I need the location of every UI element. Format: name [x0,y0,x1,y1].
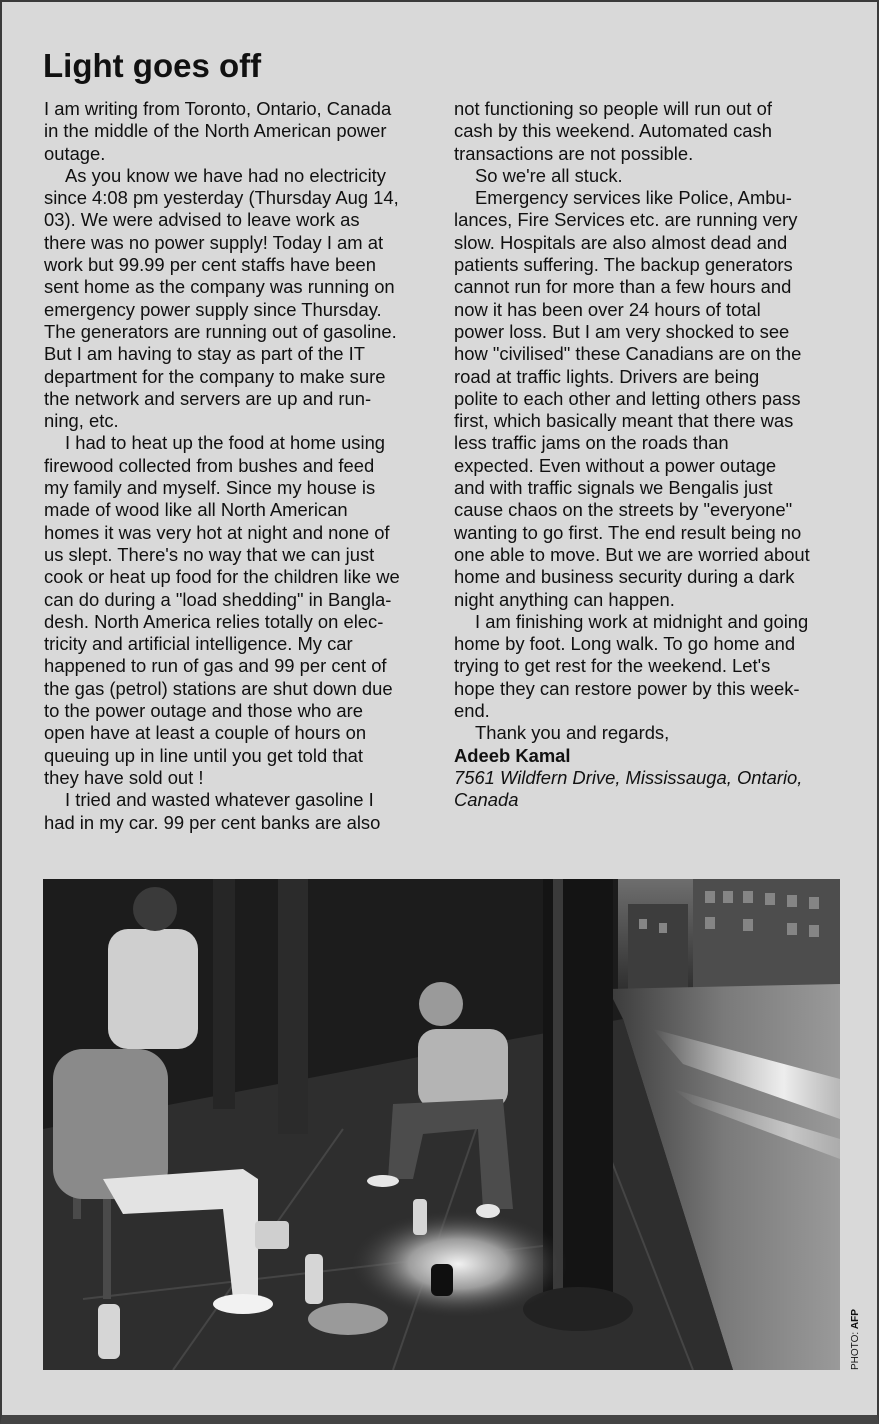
text-line: how "civilised" these Canadians are on the [454,343,802,365]
text-line: one able to move. But we are worried about [454,543,810,565]
text-line: homes it was very hot at night and none of [44,521,390,543]
text-line: home by foot. Long walk. To go home and [454,633,796,655]
text-line: they have sold out ! [44,766,204,788]
text-line: outage. [44,142,106,164]
text-line: slow. Hospitals are also almost dead and [454,231,788,253]
photo-credit [850,1309,862,1370]
text-line: As you know we have had no electricity [65,164,386,186]
text-line: desh. North America relies totally on elec- [44,610,384,632]
text-line: not functioning so people will run out of [454,98,772,119]
text-line: department for the company to make sure [44,365,386,387]
text-line: I am writing from Toronto, Ontario, Canada [44,98,392,119]
street-photo [43,879,840,1370]
text-line: I am finishing work at midnight and going [475,610,809,632]
text-line: end. [454,700,490,722]
text-line: now it has been over 24 hours of total [454,298,761,320]
text-line: since 4:08 pm yesterday (Thursday Aug 14, [44,187,399,209]
signature-address: 7561 Wildfern Drive, Mississauga, Ontario, [454,766,803,788]
text-line: power loss. But I am very shocked to see [454,320,790,342]
text-line: So we're all stuck. [475,164,623,186]
text-line: polite to each other and letting others pass [454,387,801,409]
lantern-glow [348,1209,568,1319]
text-line: my family and myself. Since my house is [44,477,376,499]
text-line: I tried and wasted whatever gasoline I [65,789,374,811]
radio [255,1221,289,1249]
text-line: patients suffering. The backup generators [454,254,793,276]
text-line: cook or heat up food for the children like we [44,566,400,588]
text-line: firewood collected from bushes and feed [44,454,375,476]
text-line: made of wood like all North American [44,499,348,521]
tree-trunk [278,879,308,1134]
text-line: happened to run of gas and 99 per cent of [44,655,387,677]
text-line: cannot run for more than a few hours and [454,276,792,298]
text-line: to the power outage and those who are [44,700,363,722]
text-line: home and business security during a dark [454,566,795,588]
text-line: first, which basically meant that there was [454,410,794,432]
text-line: and with traffic signals we Bengalis just [454,477,773,499]
text-line: sent home as the company was running on [44,276,395,298]
text-line: 03). We were advised to leave work as [44,209,360,231]
text-line: road at traffic lights. Drivers are being [454,365,760,387]
text-line: cash by this weekend. Automated cash [454,120,772,142]
body-column-left [44,98,442,834]
text-line: the network and servers are up and run- [44,387,372,409]
text-line: I had to heat up the food at home using [65,432,386,454]
text-line: But I am having to stay as part of the IT [44,343,365,365]
text-line: expected. Even without a power outage [454,454,777,476]
text-line: Emergency services like Police, Ambu- [475,187,792,209]
text-line: lances, Fire Services etc. are running very [454,209,798,231]
text-line: trying to get rest for the weekend. Let's [454,655,771,677]
photo-illustration [43,879,840,1370]
text-line: can do during a "load shedding" in Bangla- [44,588,392,610]
text-line: there was no power supply! Today I am at [44,231,384,253]
text-line: us slept. There's no way that we can just [44,543,375,565]
text-line: night anything can happen. [454,588,675,610]
building [628,904,688,989]
text-line: wanting to go first. The end result being no [454,521,802,543]
text-line: transactions are not possible. [454,142,694,164]
text-line: emergency power supply since Thursday. [44,298,382,320]
text-line: queuing up in line until you get told that [44,744,364,766]
text-line: the gas (petrol) stations are shut down due [44,677,393,699]
text-line: Thank you and regards, [475,722,670,744]
text-line: had in my car. 99 per cent banks are also [44,811,381,833]
plastic-bag [308,1303,388,1335]
photo-credit-agency: AFP [850,1309,861,1330]
photo-credit-prefix: PHOTO: [850,1329,861,1370]
headline: Light goes off [43,47,262,84]
signature-name: Adeeb Kamal [454,744,571,766]
text-line: hope they can restore power by this week- [454,677,800,699]
text-line: open have at least a couple of hours on [44,722,367,744]
tree-trunk [213,879,235,1109]
text-line: less traffic jams on the roads than [454,432,729,454]
lantern [431,1264,453,1296]
text-line: tricity and artificial intelligence. My car [44,633,353,655]
text-line: in the middle of the North American power [44,120,387,142]
text-line: work but 99.99 per cent staffs have been [44,254,376,276]
text-line: ning, etc. [44,410,119,432]
signature-address: Canada [454,789,519,811]
body-column-right [454,98,854,812]
text-line: The generators are running out of gasoline. [44,320,397,342]
text-line: cause chaos on the streets by "everyone" [454,499,793,521]
